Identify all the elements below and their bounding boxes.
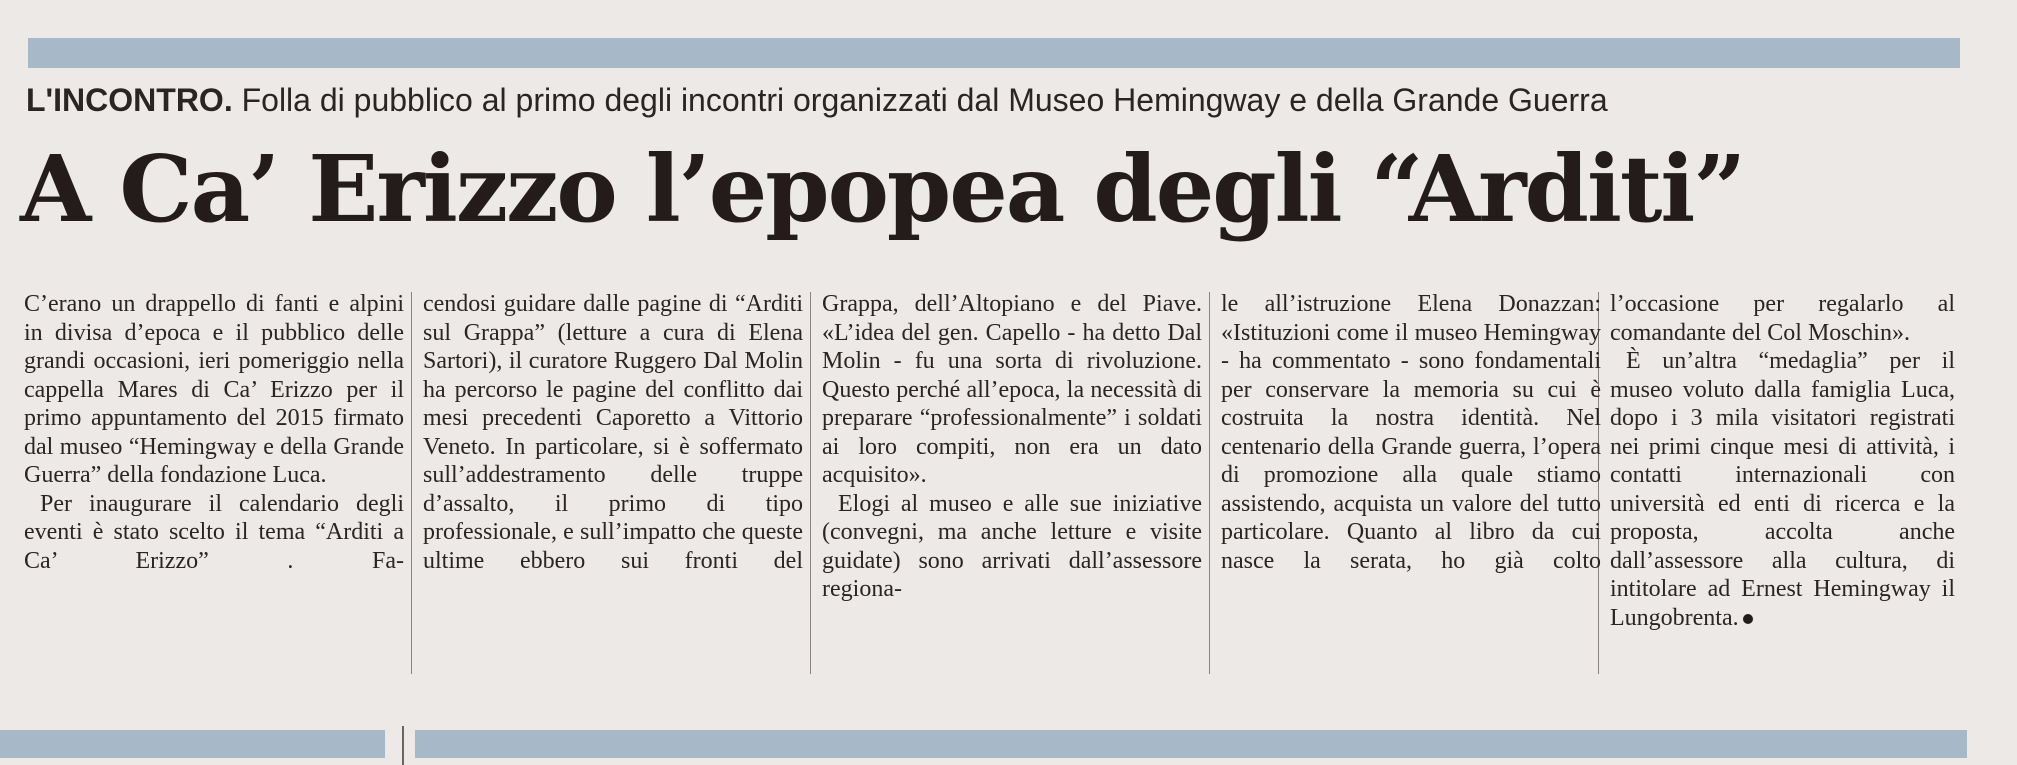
paragraph: Elogi al museo e alle sue iniziative (convegni, ma anche letture e visite guidate) sono arrivati dall’assessore regiona- [822, 490, 1202, 602]
kicker-text: Folla di pubblico al primo degli incontri organizzati dal Museo Hemingway e della Grande Guerra [241, 82, 1608, 118]
article-column-3 [822, 290, 1202, 710]
article-kicker [26, 80, 1976, 120]
paragraph: È un’altra “medaglia” per il museo voluto dalla famiglia Luca, dopo i 3 mila visitatori registrati nei primi cinque mesi di attività, i contatti internazionali con università ed enti di ricerca e la proposta, accolta anche dall’assessore alla cultura, di intitolare ad Ernest Hemingway il Lungobrenta. [1610, 348, 1955, 631]
bottom-color-bar-left [0, 730, 385, 758]
end-mark-icon [1743, 614, 1753, 624]
paragraph: Per inaugurare il calendario degli eventi è stato scelto il tema “Arditi a Ca’ Erizzo” . Fa- [24, 490, 404, 574]
article-column-4 [1221, 290, 1601, 710]
article-headline: A Ca’ Erizzo l’epopea degli “Arditi” [20, 135, 1745, 243]
column-divider [1209, 292, 1210, 674]
paragraph: le all’istruzione Elena Donazzan: «Istituzioni come il museo Hemingway - ha commentato - sono fondamentali per conservare la memoria su cui è costruita la nostra identità. Nel centenario della Grande guerra, l’opera di promozione alla quale stiamo assistendo, acquista un valore del tutto particolare. Quanto al libro da cui nasce la serata, ho già colto [1221, 291, 1601, 574]
article-column-5 [1610, 290, 1955, 710]
paragraph: l’occasione per regalarlo al comandante del Col Moschin». [1610, 291, 1955, 346]
bottom-divider [402, 726, 404, 765]
paragraph: cendosi guidare dalle pagine di “Arditi sul Grappa” (letture a cura di Elena Sartori), il curatore Ruggero Dal Molin ha percorso le pagine del conflitto dai mesi precedenti Caporetto a Vittorio Veneto. In particolare, si è soffermato sull’addestramento delle truppe d’assalto, il primo di tipo professionale, e sull’impatto che queste ultime ebbero sui fronti del [423, 291, 803, 574]
article-column-1 [24, 290, 404, 710]
paragraph: C’erano un drappello di fanti e alpini in divisa d’epoca e il pubblico delle grandi occasioni, ieri pomeriggio nella cappella Mares di Ca’ Erizzo per il primo appuntamento del 2015 firmato dal museo “Hemingway e della Grande Guerra” della fondazione Luca. [24, 291, 404, 488]
article-column-2 [423, 290, 803, 710]
column-divider [411, 292, 412, 674]
kicker-label: L'INCONTRO. [26, 82, 233, 118]
column-divider [810, 292, 811, 674]
top-color-bar [28, 38, 1960, 68]
bottom-color-bar-right [415, 730, 1967, 758]
paragraph: Grappa, dell’Altopiano e del Piave. «L’idea del gen. Capello - ha detto Dal Molin - fu una sorta di rivoluzione. Questo perché all’epoca, la necessità di preparare “professionalmente” i soldati ai loro compiti, non era un dato acquisito». [822, 291, 1202, 488]
